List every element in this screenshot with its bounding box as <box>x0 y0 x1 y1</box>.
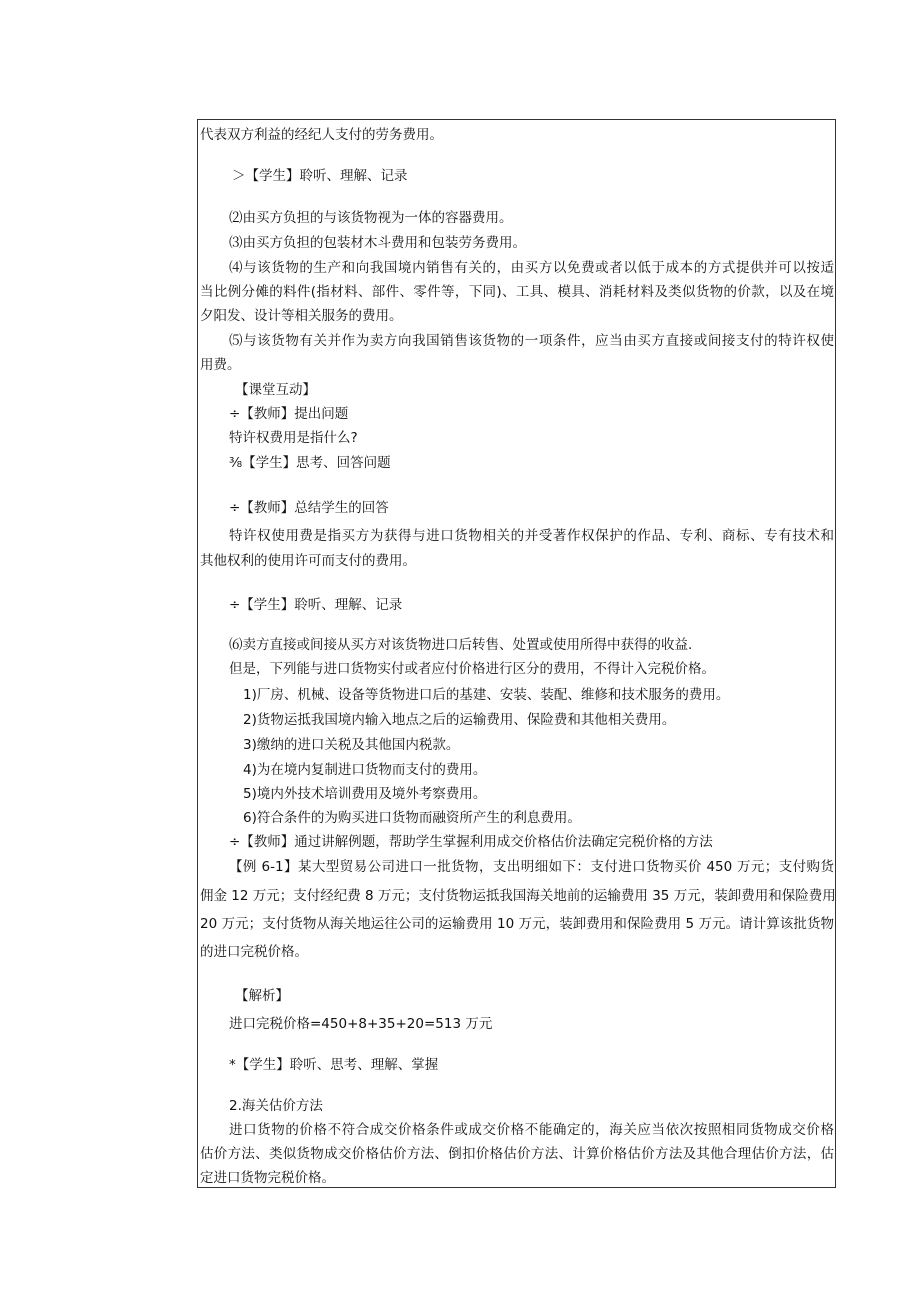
example-line: 的进口完税价格。 <box>200 944 308 960</box>
text-line: 代表双方利益的经纪人支付的劳务费用。 <box>200 127 443 143</box>
list-item: ⑶由买方负担的包装材木斗费用和包装劳务费用。 <box>229 235 526 251</box>
section-heading: 【课堂互动】 <box>235 382 316 398</box>
example-line: 佣金 12 万元；支付经纪费 8 万元；支付货物运抵我国海关地前的运输费用 35 万元，装卸费用和保险费用 <box>200 888 836 904</box>
list-item: 3)缴纳的进口关税及其他国内税款。 <box>243 737 460 753</box>
list-item: ⑸与该货物有关并作为卖方向我国销售该货物的一项条件，应当由买方直接或间接支付的特许权使 <box>229 333 834 349</box>
text-line: 进口货物的价格不符合成交价格条件或成交价格不能确定的，海关应当依次按照相同货物成交价格 <box>229 1122 834 1138</box>
section-heading: 2.海关估价方法 <box>229 1098 323 1114</box>
text-line: 但是，下列能与进口货物实付或者应付价格进行区分的费用，不得计入完税价格。 <box>229 661 715 677</box>
list-item: 6)符合条件的为购买进口货物而融资所产生的利息费用。 <box>243 810 581 826</box>
teacher-activity-line: ÷【教师】总结学生的回答 <box>229 500 389 516</box>
question-line: 特许权费用是指什么? <box>229 430 358 446</box>
list-item: 2)货物运抵我国境内输入地点之后的运输费用、保险费和其他相关费用。 <box>243 712 676 728</box>
student-activity-line: *【学生】聆听、思考、理解、掌握 <box>229 1057 439 1073</box>
student-activity-line: ÷【学生】聆听、理解、记录 <box>229 597 403 613</box>
text-line: 特许权使用费是指买方为获得与进口货物相关的并受著作权保护的作品、专利、商标、专有技术和 <box>229 528 834 544</box>
text-line: 用费。 <box>200 357 241 373</box>
teacher-activity-line: ÷【教师】通过讲解例题，帮助学生掌握利用成交价格估价法确定完税价格的方法 <box>229 834 713 850</box>
text-line: 定进口货物完税价格。 <box>200 1170 335 1186</box>
text-line: 其他权利的使用许可而支付的费用。 <box>200 553 416 569</box>
text-line: 夕阳发、设计等相关服务的费用。 <box>200 308 403 324</box>
example-line: 20 万元；支付货物从海关地运往公司的运输费用 10 万元，装卸费用和保险费用 5 万元。请计算该批货物 <box>200 916 834 932</box>
list-item: ⑷与该货物的生产和向我国境内销售有关的，由买方以免费或者以低于成本的方式提供并可以按适 <box>229 260 834 276</box>
text-line: 当比例分傩的料件(指材料、部件、零件等，下同)、工具、模具、消耗材料及类似货物的价款，以及在境 <box>200 284 834 300</box>
list-item: 5)境内外技术培训费用及境外考察费用。 <box>243 786 487 802</box>
list-item: 1)厂房、机械、设备等货物进口后的基建、安装、装配、维修和技术服务的费用。 <box>243 687 730 703</box>
list-item: ⑹卖方直接或间接从买方对该货物进口后转售、处置或使用所得中获得的收益. <box>229 637 693 653</box>
example-line: 【例 6-1】某大型贸易公司进口一批货物，支出明细如下：支付进口货物买价 450 万元；支付购货 <box>229 859 834 875</box>
student-activity-line: ＞【学生】聆听、理解、记录 <box>232 168 408 184</box>
teacher-activity-line: ÷【教师】提出问题 <box>229 406 349 422</box>
list-item: 4)为在境内复制进口货物而支付的费用。 <box>243 762 487 778</box>
formula-line: 进口完税价格=450+8+35+20=513 万元 <box>229 1016 493 1032</box>
list-item: ⑵由买方负担的与该货物视为一体的容器费用。 <box>229 210 513 226</box>
text-line: 估价方法、类似货物成交价格估价方法、倒扣价格估价方法、计算价格估价方法及其他合理估价方法，估 <box>200 1146 834 1162</box>
student-activity-line: ⅜【学生】思考、回答问题 <box>229 455 391 471</box>
analysis-heading: 【解析】 <box>235 988 289 1004</box>
